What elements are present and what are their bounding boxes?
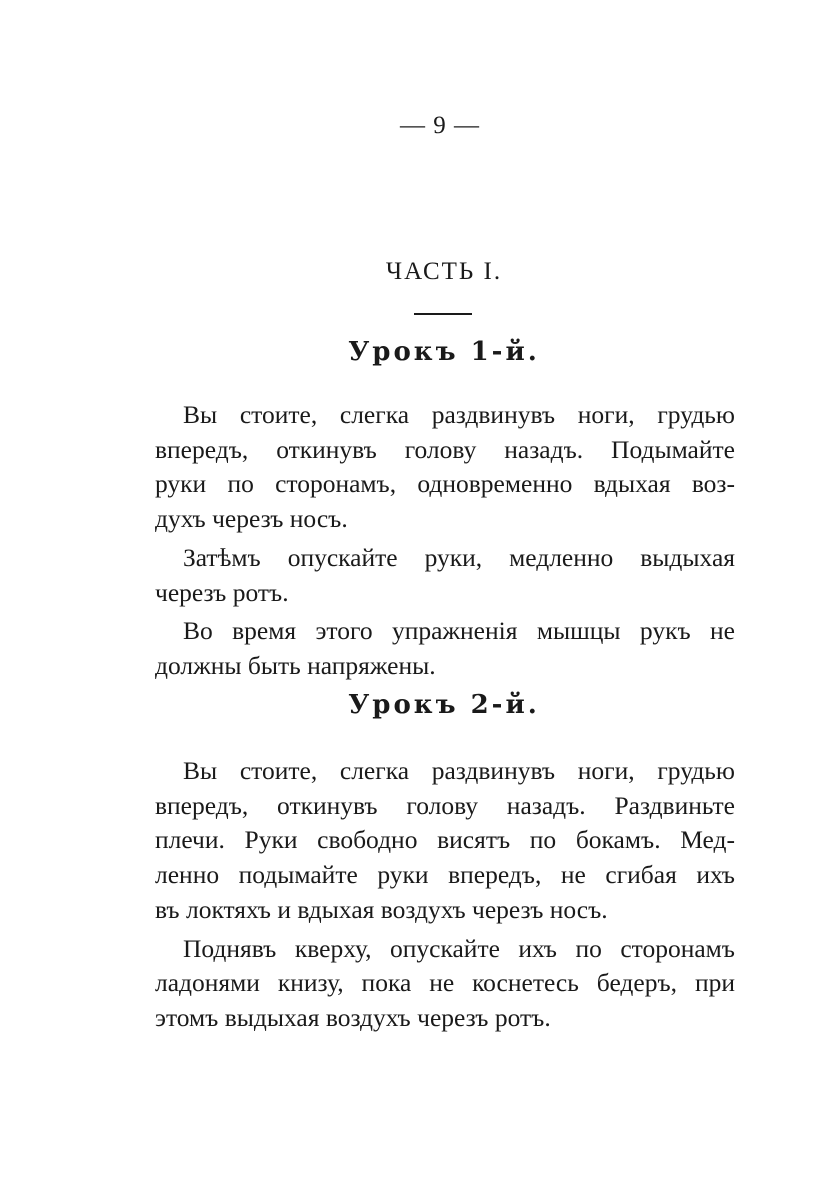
- text-line: Во время этого упражненія мышцы рукъ не: [183, 616, 735, 646]
- lesson-1-paragraph-3: [155, 614, 735, 683]
- text-line: духъ черезъ носъ.: [155, 504, 348, 534]
- text-line: ладонями книзу, пока не коснетесь бедеръ, при: [155, 968, 735, 998]
- title-rule: [414, 313, 472, 315]
- text-line: впередъ, откинувъ голову назадъ. Раздвиньте: [155, 790, 735, 820]
- text-line: должны быть напряжены.: [155, 650, 436, 680]
- text-line: впередъ, откинувъ голову назадъ. Подымайте: [155, 434, 735, 464]
- text-line: ленно подымайте руки впередъ, не сгибая ихъ: [155, 860, 735, 890]
- lesson-1-title: Урокъ 1-й.: [348, 337, 540, 367]
- lesson-2-paragraph-2: [155, 932, 735, 1036]
- lesson-1-paragraph-1: [155, 398, 735, 537]
- text-line: черезъ ротъ.: [155, 577, 289, 607]
- text-line: этомъ выдыхая воздухъ черезъ ротъ.: [155, 1002, 551, 1032]
- lesson-2-body: [155, 754, 735, 1040]
- text-line: Поднявъ кверху, опускайте ихъ по сторонамъ: [183, 933, 735, 963]
- lesson-2-paragraph-1: [155, 754, 735, 928]
- text-line: Вы стоите, слегка раздвинувъ ноги, грудью: [183, 400, 735, 429]
- lesson-1-body: [155, 398, 735, 688]
- text-line: плечи. Руки свободно висятъ по бокамъ. Мед-: [155, 825, 735, 855]
- text-line: Затѣмъ опускайте руки, медленно выдыхая: [183, 542, 735, 572]
- lesson-2-title: Урокъ 2-й.: [348, 690, 540, 720]
- text-line: Вы стоите, слегка раздвинувъ ноги, грудью: [183, 756, 735, 785]
- text-line: въ локтяхъ и вдыхая воздухъ черезъ носъ.: [155, 894, 608, 924]
- lesson-1-paragraph-2: [155, 541, 735, 610]
- part-title: ЧАСТЬ I.: [385, 258, 503, 285]
- page-number: — 9 —: [400, 112, 480, 139]
- text-line: руки по сторонамъ, одновременно вдыхая воз-: [155, 469, 735, 499]
